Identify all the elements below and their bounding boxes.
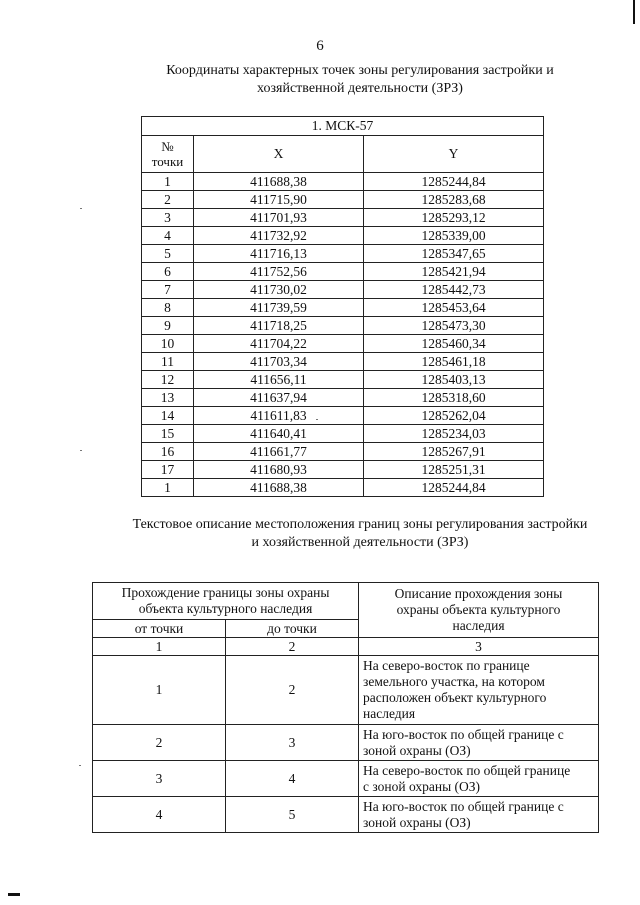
x-coordinate: 411739,59 [194, 299, 364, 317]
x-coordinate: 411718,25 [194, 317, 364, 335]
scan-margin-mark [8, 893, 20, 896]
point-number: 14 [142, 407, 194, 425]
coords-heading-line1: Координаты характерных точек зоны регулирования застройки и [166, 63, 554, 78]
description-line: На северо-восток по границе [363, 658, 530, 673]
y-coordinate: 1285453,64 [364, 299, 544, 317]
x-coordinate: 411688,38 [194, 173, 364, 191]
x-coordinate: 411701,93 [194, 209, 364, 227]
table-row [142, 407, 544, 425]
from-point: 2 [93, 725, 226, 761]
x-coordinate: 411703,34 [194, 353, 364, 371]
table-row [142, 263, 544, 281]
point-number: 17 [142, 461, 194, 479]
y-coordinate: 1285293,12 [364, 209, 544, 227]
header-passage-description [359, 583, 599, 638]
x-coordinate: 411730,02 [194, 281, 364, 299]
table-row [93, 797, 599, 833]
header-from-point: от точки [93, 620, 226, 638]
header-y: Y [364, 136, 544, 173]
to-point: 3 [226, 725, 359, 761]
from-point: 4 [93, 797, 226, 833]
scan-speck [80, 208, 82, 209]
passage-description [359, 761, 599, 797]
coords-table-title: 1. МСК-57 [142, 117, 544, 136]
point-number: 13 [142, 389, 194, 407]
description-line: с зоной охраны (ОЗ) [363, 778, 481, 794]
column-number: 3 [359, 638, 599, 656]
page-number: 6 [316, 38, 324, 54]
x-coordinate: 411661,77 [194, 443, 364, 461]
point-number: 16 [142, 443, 194, 461]
x-coordinate: 411704,22 [194, 335, 364, 353]
point-number: 9 [142, 317, 194, 335]
header-passage-line2: объекта культурного наследия [138, 601, 313, 616]
point-number: 8 [142, 299, 194, 317]
x-coordinate: 411640,41 [194, 425, 364, 443]
point-number: 3 [142, 209, 194, 227]
y-coordinate: 1285442,73 [364, 281, 544, 299]
header-to-point: до точки [226, 620, 359, 638]
desc-heading-line2: и хозяйственной деятельности (ЗРЗ) [251, 535, 469, 550]
column-number: 1 [93, 638, 226, 656]
column-number: 2 [226, 638, 359, 656]
x-coordinate: 411680,93 [194, 461, 364, 479]
table-row [142, 353, 544, 371]
scan-speck [80, 450, 82, 451]
description-line: На юго-восток по общей границе с [363, 798, 564, 814]
y-coordinate: 1285267,91 [364, 443, 544, 461]
y-coordinate: 1285251,31 [364, 461, 544, 479]
table-row [142, 209, 544, 227]
point-number: 11 [142, 353, 194, 371]
header-passage-line1: Прохождение границы зоны охраны [121, 585, 330, 600]
coords-table-title-row [142, 117, 544, 136]
point-number: 10 [142, 335, 194, 353]
passage-description [359, 797, 599, 833]
table-row [142, 299, 544, 317]
coords-heading-line2: хозяйственной деятельности (ЗРЗ) [257, 81, 463, 96]
description-line: расположен объект культурного [363, 690, 547, 705]
y-coordinate: 1285318,60 [364, 389, 544, 407]
desc-heading-line1: Текстовое описание местоположения границ зоны регулирования застройки [132, 517, 588, 532]
x-coordinate: 411611,83 [194, 407, 364, 425]
point-number: 2 [142, 191, 194, 209]
x-coordinate: 411716,13 [194, 245, 364, 263]
scan-speck [79, 765, 81, 766]
description-line: земельного участка, на котором [363, 674, 545, 689]
table-row [142, 425, 544, 443]
y-coordinate: 1285403,13 [364, 371, 544, 389]
table-row [142, 191, 544, 209]
description-line: зоной охраны (ОЗ) [363, 742, 471, 758]
x-coordinate: 411656,11 [194, 371, 364, 389]
header-desc-line3: наследия [452, 618, 505, 633]
desc-column-numbers-row [93, 638, 599, 656]
point-number: 15 [142, 425, 194, 443]
point-number: 6 [142, 263, 194, 281]
description-line: зоной охраны (ОЗ) [363, 814, 471, 830]
header-num-word: точки [151, 154, 184, 169]
scan-edge-mark [633, 0, 635, 24]
passage-description [359, 725, 599, 761]
table-row [93, 725, 599, 761]
point-number: 1 [142, 479, 194, 497]
table-row [93, 656, 599, 725]
coords-table-header-row [142, 136, 544, 173]
header-num-sign: № [161, 139, 174, 154]
x-coordinate: 411637,94 [194, 389, 364, 407]
description-line: На северо-восток по общей границе [363, 762, 571, 778]
x-coordinate: 411715,90 [194, 191, 364, 209]
table-row [142, 371, 544, 389]
from-point: 1 [93, 656, 226, 725]
boundary-description-table [92, 582, 599, 833]
y-coordinate: 1285421,94 [364, 263, 544, 281]
point-number: 1 [142, 173, 194, 191]
y-coordinate: 1285473,30 [364, 317, 544, 335]
y-coordinate: 1285244,84 [364, 173, 544, 191]
passage-description [359, 656, 599, 725]
x-coordinate: 411732,92 [194, 227, 364, 245]
coords-table [141, 116, 544, 497]
table-row [142, 227, 544, 245]
table-row [142, 317, 544, 335]
table-row [142, 245, 544, 263]
y-coordinate: 1285244,84 [364, 479, 544, 497]
header-desc-line1: Описание прохождения зоны [394, 586, 563, 601]
desc-header-row [93, 583, 599, 620]
y-coordinate: 1285461,18 [364, 353, 544, 371]
table-row [142, 443, 544, 461]
header-x: X [194, 136, 364, 173]
point-number: 5 [142, 245, 194, 263]
y-coordinate: 1285339,00 [364, 227, 544, 245]
y-coordinate: 1285234,03 [364, 425, 544, 443]
description-line: На юго-восток по общей границе с [363, 726, 564, 742]
point-number: 12 [142, 371, 194, 389]
x-coordinate: 411752,56 [194, 263, 364, 281]
table-row [142, 389, 544, 407]
table-row [142, 461, 544, 479]
to-point: 5 [226, 797, 359, 833]
y-coordinate: 1285262,04 [364, 407, 544, 425]
from-point: 3 [93, 761, 226, 797]
table-row [142, 335, 544, 353]
table-row [142, 281, 544, 299]
desc-heading [60, 516, 640, 552]
table-row [142, 173, 544, 191]
table-row [142, 479, 544, 497]
y-coordinate: 1285347,65 [364, 245, 544, 263]
to-point: 4 [226, 761, 359, 797]
x-coordinate: 411688,38 [194, 479, 364, 497]
header-boundary-passage [93, 583, 359, 620]
to-point: 2 [226, 656, 359, 725]
y-coordinate: 1285460,34 [364, 335, 544, 353]
header-point-number [142, 136, 194, 173]
header-desc-line2: охраны объекта культурного [396, 602, 561, 617]
table-row [93, 761, 599, 797]
point-number: 4 [142, 227, 194, 245]
point-number: 7 [142, 281, 194, 299]
scan-speck [316, 419, 318, 420]
description-line: наследия [363, 706, 416, 721]
y-coordinate: 1285283,68 [364, 191, 544, 209]
coords-heading [60, 62, 640, 98]
